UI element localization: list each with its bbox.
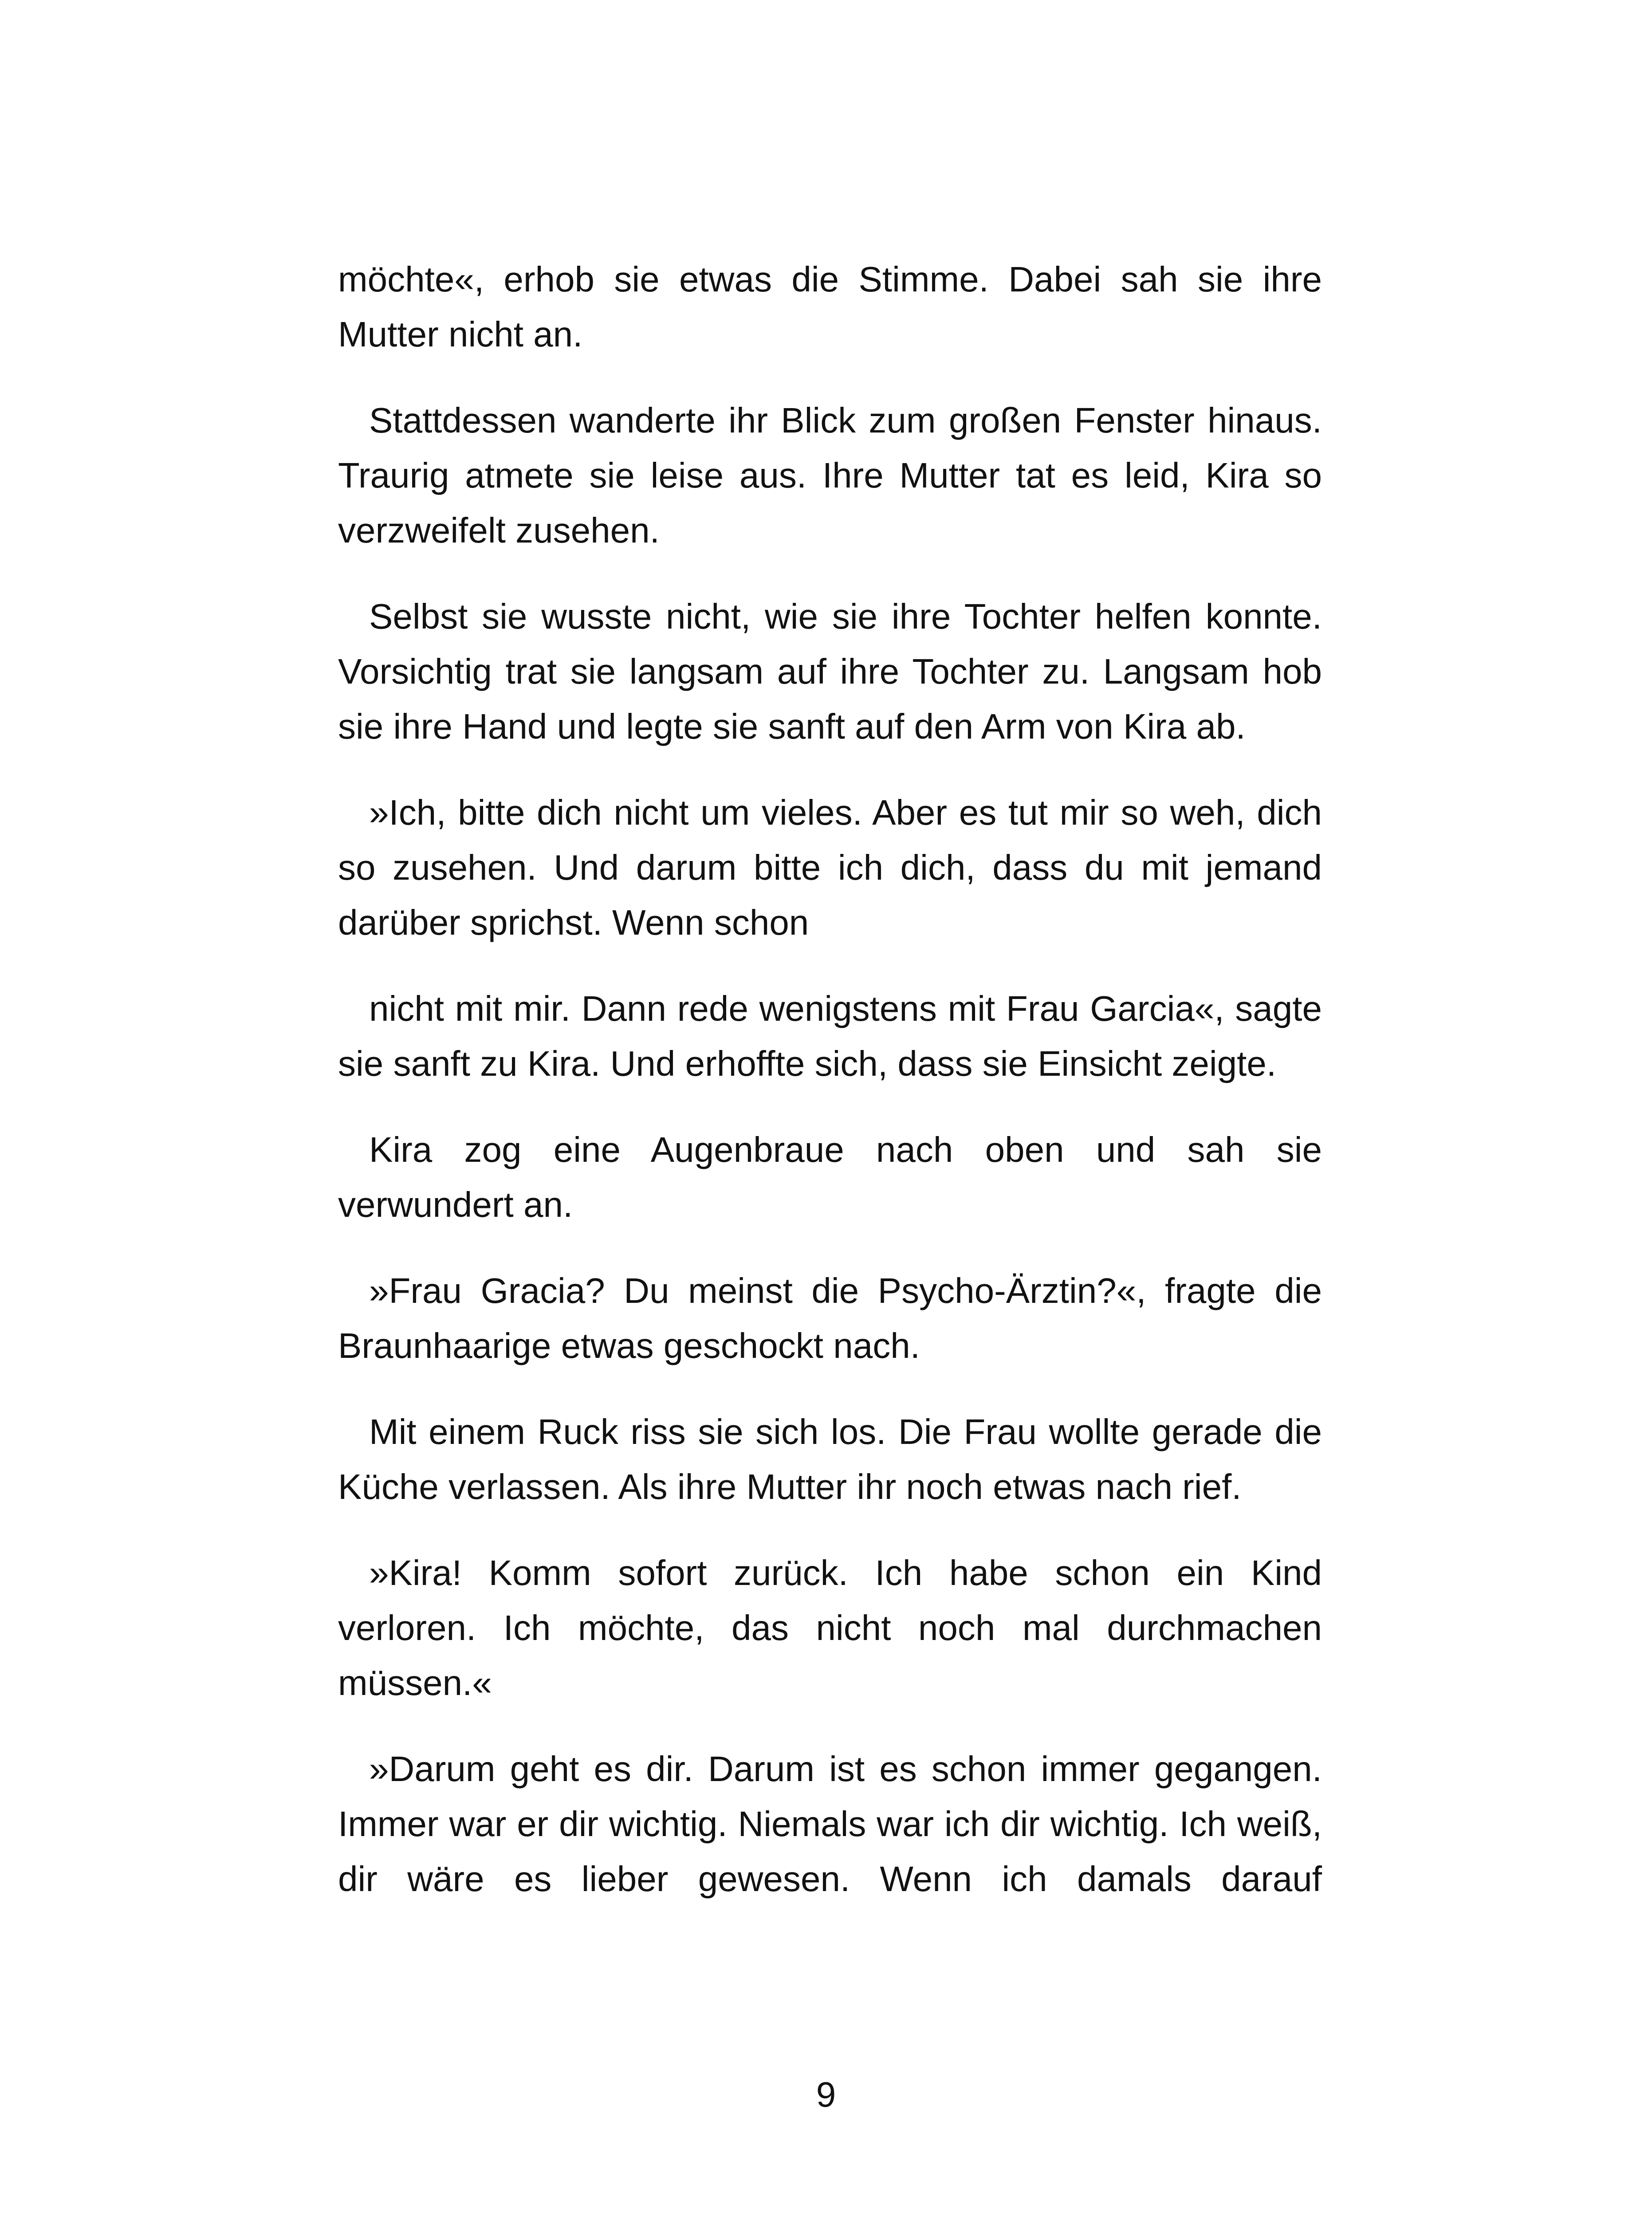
- paragraph-1: möchte«, erhob sie etwas die Stimme. Dabei sah sie ihre Mutter nicht an.: [338, 260, 1322, 354]
- paragraph-4: »Ich, bitte dich nicht um vieles. Aber es tut mir so weh, dich so zusehen. Und darum bitte ich dich, dass du mit jemand darüber sprichst. Wenn schon: [338, 793, 1322, 942]
- paragraph-10: »Darum geht es dir. Darum ist es schon immer gegangen. Immer war er dir wichtig. Niemals war ich dir wichtig. Ich weiß, dir wäre es lieber gewesen. Wenn ich damals darauf: [338, 1749, 1322, 1899]
- paragraph-6: Kira zog eine Augenbraue nach oben und sah sie verwundert an.: [338, 1130, 1322, 1224]
- body-text: [338, 252, 1322, 1938]
- page-number: 9: [816, 2075, 836, 2114]
- paragraph-9: »Kira! Komm sofort zurück. Ich habe schon ein Kind verloren. Ich möchte, das nicht noch mal durchmachen müssen.«: [338, 1553, 1322, 1703]
- paragraph-3: Selbst sie wusste nicht, wie sie ihre Tochter helfen konnte. Vorsichtig trat sie langsam auf ihre Tochter zu. Langsam hob sie ihre Hand und legte sie sanft auf den Arm von Kira ab.: [338, 597, 1322, 746]
- paragraph-8: Mit einem Ruck riss sie sich los. Die Frau wollte gerade die Küche verlassen. Als ihre Mutter ihr noch etwas nach rief.: [338, 1412, 1322, 1506]
- paragraph-2: Stattdessen wanderte ihr Blick zum großen Fenster hinaus. Traurig atmete sie leise aus. Ihre Mutter tat es leid, Kira so verzweifelt zusehen.: [338, 401, 1322, 550]
- paragraph-7: »Frau Gracia? Du meinst die Psycho-Ärztin?«, fragte die Braunhaarige etwas geschockt nach.: [338, 1271, 1322, 1365]
- paragraph-5: nicht mit mir. Dann rede wenigstens mit Frau Garcia«, sagte sie sanft zu Kira. Und erhoffte sich, dass sie Einsicht zeigte.: [338, 989, 1322, 1083]
